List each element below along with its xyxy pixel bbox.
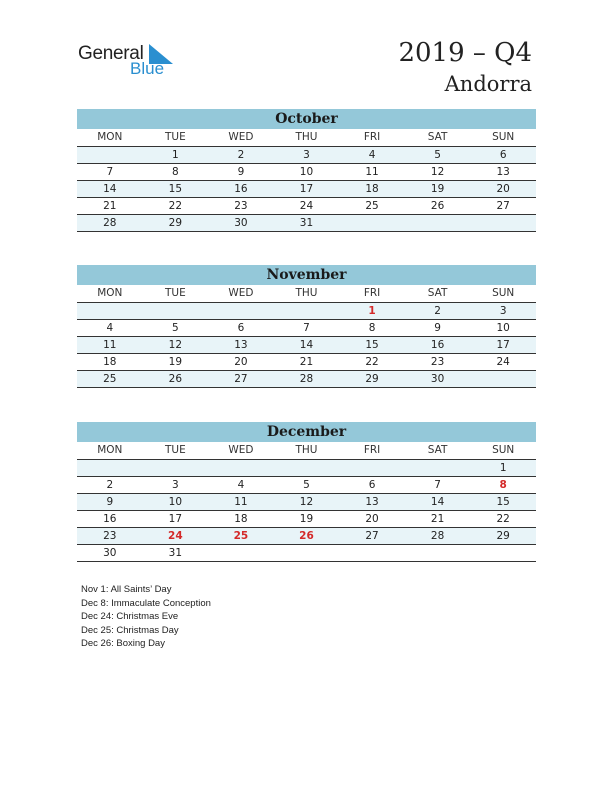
day-cell: 17 [143, 511, 209, 528]
month-title: October [77, 109, 536, 129]
weekday-header: SAT [405, 442, 471, 460]
day-cell: 8 [143, 164, 209, 181]
empty-day-cell [143, 303, 209, 320]
empty-day-cell [208, 545, 274, 562]
day-cell: 22 [143, 198, 209, 215]
day-cell: 17 [470, 337, 536, 354]
day-cell: 25 [339, 198, 405, 215]
day-cell: 17 [274, 181, 340, 198]
week-row [77, 545, 536, 562]
day-cell: 3 [274, 147, 340, 164]
logo-word-blue: Blue [130, 59, 165, 78]
day-cell: 16 [208, 181, 274, 198]
day-cell: 6 [339, 477, 405, 494]
empty-day-cell [405, 215, 471, 232]
day-cell: 1 [143, 147, 209, 164]
empty-day-cell [339, 215, 405, 232]
week-row [77, 337, 536, 354]
weekday-header: SUN [470, 129, 536, 147]
day-cell: 5 [274, 477, 340, 494]
day-cell: 13 [339, 494, 405, 511]
day-cell: 30 [77, 545, 143, 562]
day-cell: 6 [470, 147, 536, 164]
day-cell: 4 [208, 477, 274, 494]
day-cell: 14 [274, 337, 340, 354]
day-cell: 18 [339, 181, 405, 198]
day-cell: 24 [274, 198, 340, 215]
day-cell: 24 [143, 528, 209, 545]
day-cell: 10 [274, 164, 340, 181]
holiday-notes [81, 583, 211, 651]
empty-day-cell [274, 460, 340, 477]
day-cell: 24 [470, 354, 536, 371]
week-row [77, 303, 536, 320]
weekday-header: MON [77, 285, 143, 303]
empty-day-cell [274, 303, 340, 320]
day-cell: 20 [339, 511, 405, 528]
holiday-note: Dec 25: Christmas Day [81, 624, 179, 636]
month-grid [77, 442, 536, 562]
day-cell: 13 [208, 337, 274, 354]
month-title: November [77, 265, 536, 285]
day-cell: 6 [208, 320, 274, 337]
day-cell: 29 [470, 528, 536, 545]
day-cell: 30 [208, 215, 274, 232]
empty-day-cell [143, 460, 209, 477]
day-cell: 2 [208, 147, 274, 164]
day-cell: 27 [339, 528, 405, 545]
day-cell: 23 [208, 198, 274, 215]
empty-day-cell [339, 460, 405, 477]
empty-day-cell [405, 460, 471, 477]
day-cell: 20 [208, 354, 274, 371]
week-row [77, 511, 536, 528]
week-row [77, 215, 536, 232]
week-row [77, 181, 536, 198]
weekday-header: TUE [143, 129, 209, 147]
day-cell: 25 [208, 528, 274, 545]
empty-day-cell [274, 545, 340, 562]
day-cell: 29 [339, 371, 405, 388]
day-cell: 21 [274, 354, 340, 371]
day-cell: 31 [274, 215, 340, 232]
day-cell: 7 [77, 164, 143, 181]
weekday-header: THU [274, 442, 340, 460]
day-cell: 14 [77, 181, 143, 198]
week-row [77, 494, 536, 511]
empty-day-cell [77, 303, 143, 320]
day-cell: 23 [405, 354, 471, 371]
weekday-header: SAT [405, 129, 471, 147]
day-cell: 12 [143, 337, 209, 354]
day-cell: 16 [77, 511, 143, 528]
day-cell: 22 [470, 511, 536, 528]
day-cell: 10 [143, 494, 209, 511]
day-cell: 10 [470, 320, 536, 337]
day-cell: 11 [339, 164, 405, 181]
day-cell: 28 [77, 215, 143, 232]
month-grid [77, 129, 536, 232]
day-cell: 11 [77, 337, 143, 354]
day-cell: 2 [405, 303, 471, 320]
day-cell: 8 [470, 477, 536, 494]
month-title: December [77, 422, 536, 442]
weekday-header: FRI [339, 442, 405, 460]
day-cell: 30 [405, 371, 471, 388]
day-cell: 14 [405, 494, 471, 511]
weekday-header: THU [274, 129, 340, 147]
day-cell: 12 [274, 494, 340, 511]
empty-day-cell [470, 215, 536, 232]
week-row [77, 460, 536, 477]
weekday-header: MON [77, 442, 143, 460]
month-grid [77, 285, 536, 388]
day-cell: 9 [208, 164, 274, 181]
day-cell: 1 [339, 303, 405, 320]
day-cell: 2 [77, 477, 143, 494]
day-cell: 26 [143, 371, 209, 388]
day-cell: 3 [143, 477, 209, 494]
day-cell: 23 [77, 528, 143, 545]
day-cell: 18 [77, 354, 143, 371]
day-cell: 22 [339, 354, 405, 371]
weekday-header: SUN [470, 285, 536, 303]
weekday-header: FRI [339, 285, 405, 303]
weekday-header: WED [208, 129, 274, 147]
day-cell: 20 [470, 181, 536, 198]
weekday-header: FRI [339, 129, 405, 147]
day-cell: 26 [274, 528, 340, 545]
holiday-note: Dec 24: Christmas Eve [81, 611, 179, 622]
day-cell: 31 [143, 545, 209, 562]
weekday-header: WED [208, 285, 274, 303]
day-cell: 19 [143, 354, 209, 371]
weekday-header: TUE [143, 285, 209, 303]
empty-day-cell [405, 545, 471, 562]
week-row [77, 164, 536, 181]
day-cell: 9 [77, 494, 143, 511]
day-cell: 25 [77, 371, 143, 388]
day-cell: 5 [405, 147, 471, 164]
week-row [77, 354, 536, 371]
empty-day-cell [470, 371, 536, 388]
day-cell: 21 [405, 511, 471, 528]
week-row [77, 477, 536, 494]
day-cell: 27 [208, 371, 274, 388]
holiday-note: Dec 26: Boxing Day [81, 638, 165, 649]
day-cell: 15 [470, 494, 536, 511]
day-cell: 18 [208, 511, 274, 528]
holiday-note: Dec 8: Immaculate Conception [81, 597, 211, 609]
empty-day-cell [208, 303, 274, 320]
week-row [77, 371, 536, 388]
day-cell: 29 [143, 215, 209, 232]
day-cell: 12 [405, 164, 471, 181]
day-cell: 4 [339, 147, 405, 164]
day-cell: 15 [143, 181, 209, 198]
day-cell: 13 [470, 164, 536, 181]
empty-day-cell [77, 460, 143, 477]
day-cell: 8 [339, 320, 405, 337]
week-row [77, 528, 536, 545]
generalblue-logo [78, 40, 188, 80]
day-cell: 5 [143, 320, 209, 337]
empty-day-cell [77, 147, 143, 164]
day-cell: 28 [274, 371, 340, 388]
page-title: 2019 – Q4 [398, 38, 532, 68]
month-december [77, 422, 536, 562]
weekday-header: MON [77, 129, 143, 147]
weekday-header: THU [274, 285, 340, 303]
day-cell: 26 [405, 198, 471, 215]
day-cell: 19 [274, 511, 340, 528]
empty-day-cell [339, 545, 405, 562]
country-name: Andorra [444, 72, 532, 96]
day-cell: 11 [208, 494, 274, 511]
weekday-header: TUE [143, 442, 209, 460]
day-cell: 3 [470, 303, 536, 320]
day-cell: 15 [339, 337, 405, 354]
day-cell: 7 [274, 320, 340, 337]
weekday-header: SAT [405, 285, 471, 303]
empty-day-cell [470, 545, 536, 562]
day-cell: 9 [405, 320, 471, 337]
weekday-header: WED [208, 442, 274, 460]
day-cell: 19 [405, 181, 471, 198]
day-cell: 28 [405, 528, 471, 545]
day-cell: 27 [470, 198, 536, 215]
day-cell: 21 [77, 198, 143, 215]
month-october [77, 109, 536, 232]
week-row [77, 147, 536, 164]
holiday-note: Nov 1: All Saints’ Day [81, 584, 172, 595]
logo-word-general: General [78, 43, 144, 64]
day-cell: 4 [77, 320, 143, 337]
week-row [77, 320, 536, 337]
empty-day-cell [208, 460, 274, 477]
day-cell: 7 [405, 477, 471, 494]
week-row [77, 198, 536, 215]
weekday-header: SUN [470, 442, 536, 460]
day-cell: 16 [405, 337, 471, 354]
month-november [77, 265, 536, 388]
day-cell: 1 [470, 460, 536, 477]
